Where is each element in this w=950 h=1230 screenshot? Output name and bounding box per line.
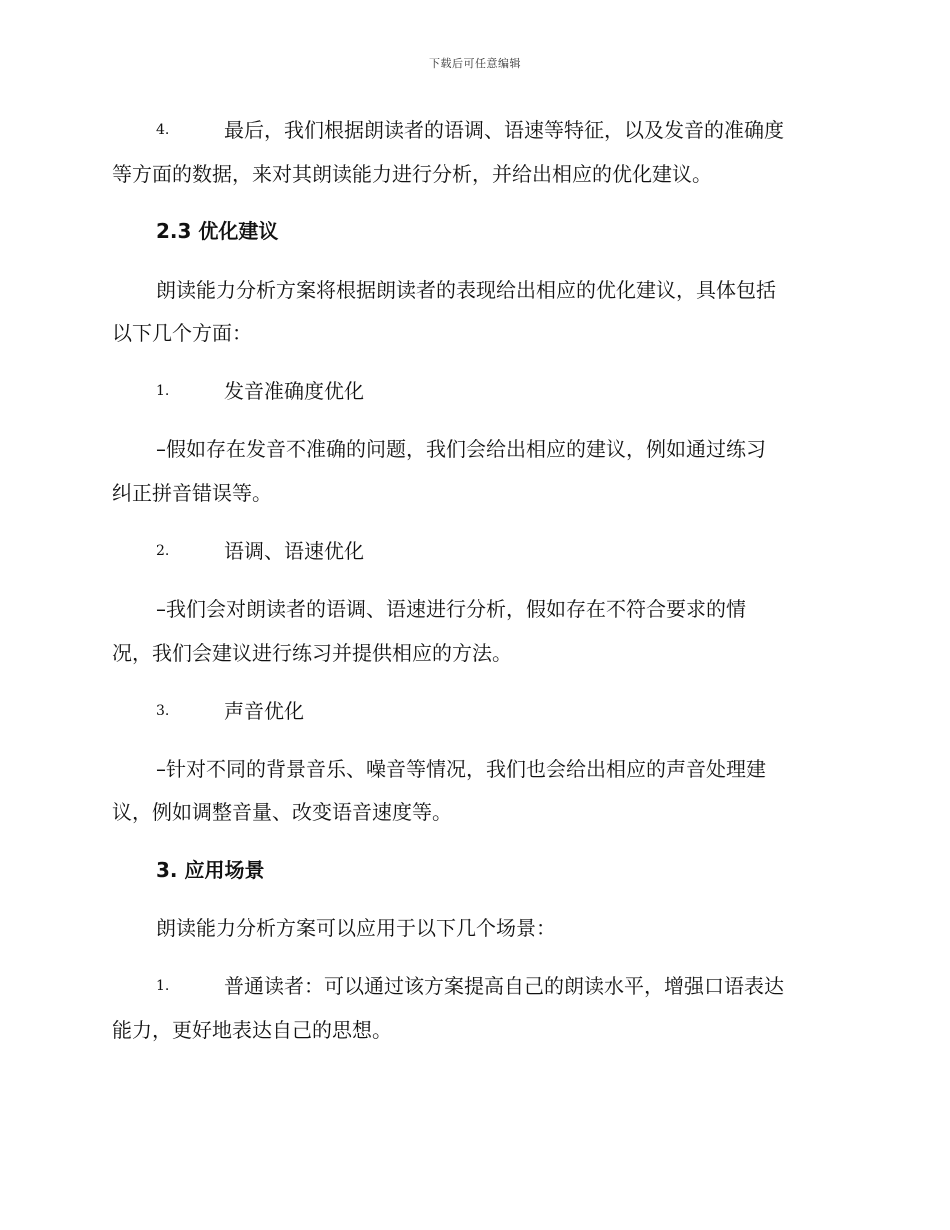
list-item-title: 声音优化: [224, 699, 304, 723]
paragraph-line: –我们会对朗读者的语调、语速进行分析，假如存在不符合要求的情: [156, 597, 746, 621]
paragraph-line: 能力，更好地表达自己的思想。: [112, 1018, 392, 1042]
paragraph-line: 最后，我们根据朗读者的语调、语速等特征，以及发音的准确度: [224, 118, 784, 142]
paragraph-line: 普通读者：可以通过该方案提高自己的朗读水平，增强口语表达: [224, 974, 784, 998]
paragraph-line: –针对不同的背景音乐、噪音等情况，我们也会给出相应的声音处理建: [156, 757, 766, 781]
paragraph-line: 况，我们会建议进行练习并提供相应的方法。: [112, 641, 512, 665]
list-item-title: 语调、语速优化: [224, 539, 364, 563]
list-number: 3.: [156, 703, 170, 719]
section-heading: 2.3 优化建议: [156, 219, 279, 243]
paragraph-line: 以下几个方面：: [112, 321, 252, 345]
paragraph-line: 朗读能力分析方案将根据朗读者的表现给出相应的优化建议，具体包括: [156, 278, 776, 302]
paragraph-line: 朗读能力分析方案可以应用于以下几个场景：: [156, 916, 556, 940]
paragraph-line: 纠正拼音错误等。: [112, 481, 272, 505]
page-header: 下载后可任意编辑: [429, 57, 521, 70]
list-number: 4.: [156, 122, 170, 138]
list-number: 2.: [156, 543, 170, 559]
paragraph-line: –假如存在发音不准确的问题，我们会给出相应的建议，例如通过练习: [156, 437, 766, 461]
section-heading: 3. 应用场景: [156, 858, 265, 882]
list-item-title: 发音准确度优化: [224, 379, 364, 403]
paragraph-line: 议，例如调整音量、改变语音速度等。: [112, 800, 452, 824]
list-number: 1.: [156, 383, 170, 399]
list-number: 1.: [156, 978, 170, 994]
paragraph-line: 等方面的数据，来对其朗读能力进行分析，并给出相应的优化建议。: [112, 162, 712, 186]
